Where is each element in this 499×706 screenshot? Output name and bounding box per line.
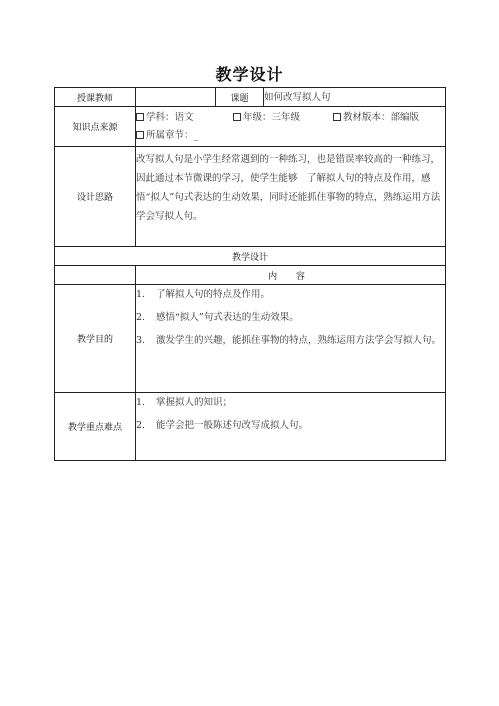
design-text: 改写拟人句是小学生经常遇到的一种练习，也是错误率较高的一种练习，因此通过本节微课的学习，使学生能够 了解拟人句的特点及作用，感悟“拟人”句式表达的生动效果，同时还能抓住事物的特点，熟练运用方法学会写拟人句。	[136, 147, 446, 247]
checkbox-icon	[233, 113, 241, 121]
checkbox-icon	[333, 113, 341, 121]
topic-value: 如何改写拟人句	[264, 88, 446, 107]
edition-option: 教材版本：部编版	[333, 109, 419, 127]
teacher-value	[136, 88, 216, 107]
goals-label: 教学目的	[55, 285, 136, 393]
lesson-plan-table	[54, 87, 446, 461]
design-row	[55, 147, 446, 247]
header-row	[55, 88, 446, 107]
goals-list	[136, 285, 446, 393]
design-label: 设计思路	[55, 147, 136, 247]
grade-option: 年级：三年级	[233, 109, 333, 127]
content-header-blank	[55, 266, 136, 285]
section-title-row	[55, 247, 446, 266]
source-label: 知识点来源	[55, 107, 136, 147]
document-title: 教学设计	[215, 65, 284, 84]
goals-row	[55, 285, 446, 393]
subject-option: 学科：语文	[136, 109, 233, 127]
list-item: 2. 感悟“拟人”句式表达的生动效果。	[136, 312, 299, 323]
list-item: 1. 掌握拟人的知识；	[136, 397, 233, 408]
source-options	[136, 107, 446, 147]
section-title: 教学设计	[55, 247, 446, 266]
teacher-label: 授课教师	[55, 88, 136, 107]
topic-label: 课题	[216, 88, 264, 107]
list-item: 2. 能学会把一般陈述句改写成拟人句。	[136, 420, 309, 431]
content-header-row	[55, 266, 446, 285]
list-item: 1. 了解拟人句的特点及作用。	[136, 289, 271, 300]
source-row	[55, 107, 446, 147]
checkbox-icon	[136, 113, 144, 121]
content-header: 内 容	[136, 266, 446, 285]
checkbox-icon	[136, 131, 144, 139]
keypoints-label: 教学重点难点	[55, 393, 136, 461]
keypoints-row	[55, 393, 446, 461]
chapter-option: 所属章节：_	[136, 127, 198, 145]
keypoints-list	[136, 393, 446, 461]
list-item: 3. 激发学生的兴趣，能抓住事物的特点，熟练运用方法学会写拟人句。	[136, 335, 442, 346]
